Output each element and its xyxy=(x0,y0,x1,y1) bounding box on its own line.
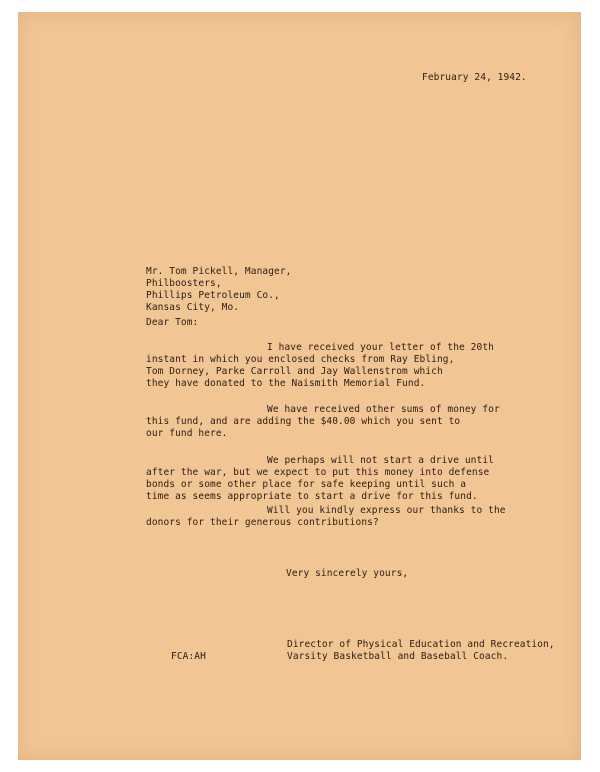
address-line: Mr. Tom Pickell, Manager, xyxy=(146,266,292,277)
address-line: Kansas City, Mo. xyxy=(146,302,240,313)
body-line: We have received other sums of money for xyxy=(267,404,500,415)
body-line: after the war, but we expect to put this money into defense xyxy=(146,467,490,478)
body-line: time as seems appropriate to start a drive for this fund. xyxy=(146,491,478,502)
body-line: Will you kindly express our thanks to the xyxy=(267,505,506,516)
body-line: our fund here. xyxy=(146,428,228,439)
body-line: I have received your letter of the 20th xyxy=(267,342,494,353)
letter-page xyxy=(18,12,581,760)
signature-title: Director of Physical Education and Recreation, xyxy=(287,639,555,650)
signature-title: Varsity Basketball and Baseball Coach. xyxy=(287,651,509,662)
body-line: bonds or some other place for safe keeping until such a xyxy=(146,479,467,490)
body-line: this fund, and are adding the $40.00 which you sent to xyxy=(146,416,461,427)
typist-initials: FCA:AH xyxy=(171,651,206,662)
salutation: Dear Tom: xyxy=(146,317,199,328)
body-line: instant in which you enclosed checks from Ray Ebling, xyxy=(146,354,455,365)
body-line: Tom Dorney, Parke Carroll and Jay Wallenstrom which xyxy=(146,366,443,377)
closing: Very sincerely yours, xyxy=(286,568,409,579)
address-line: Phillips Petroleum Co., xyxy=(146,290,280,301)
body-line: they have donated to the Naismith Memorial Fund. xyxy=(146,378,426,389)
letter-date: February 24, 1942. xyxy=(422,72,527,83)
body-line: We perhaps will not start a drive until xyxy=(267,455,494,466)
body-line: donors for their generous contributions? xyxy=(146,517,379,528)
address-line: Philboosters, xyxy=(146,278,222,289)
